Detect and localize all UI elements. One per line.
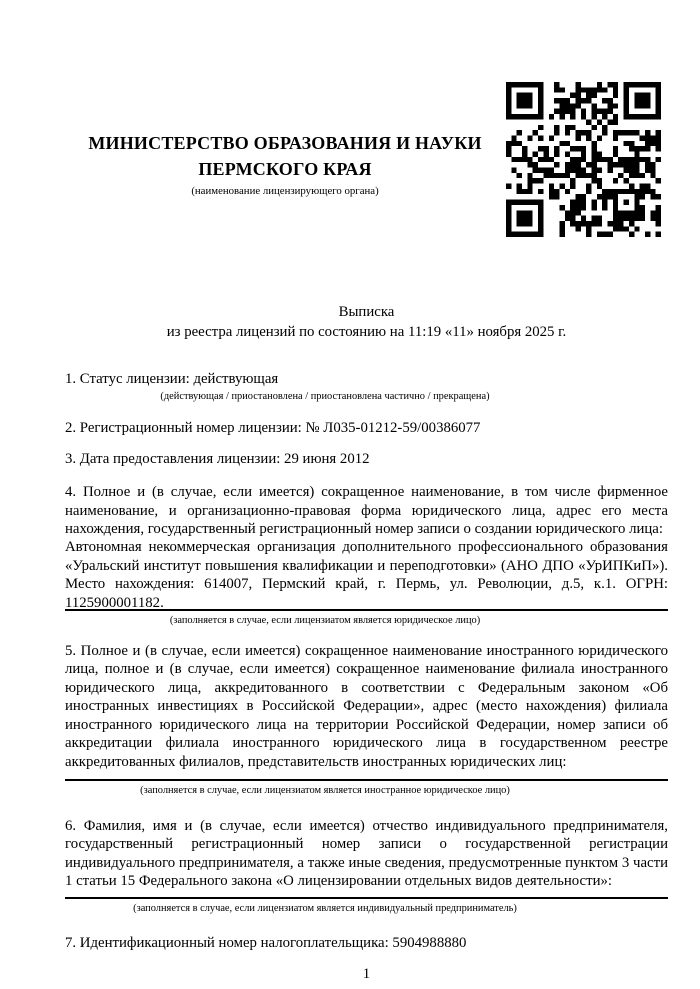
legal-entity-value: Автономная некоммерческая организация дополнительного профессионального образования «Уральский институт повышения квалификации и переподготовки» (АНО ДПО «УрИПКиП»). Место нахождения: 614007, Пермский край, г. Пермь, ул. Революции, д.5, к.1. ОГРН: 1125900001182. xyxy=(65,539,668,611)
document-body xyxy=(65,0,668,983)
taxpayer-id-text: 7. Идентификационный номер налогоплательщика: 5904988880 xyxy=(65,934,467,951)
individual-entrepreneur-rule xyxy=(65,897,668,899)
foreign-entity-label: 5. Полное и (в случае, если имеется) сокращенное наименование иностранного юридического лица, полное и (в случае, если имеется) сокращенное наименование филиала иностранного юридического лица, аккредитованного в соответствии с Федеральным законом «Об иностранных инвестициях в Российской Федерации», адрес (место нахождения) филиала иностранного юридического лица на территории Российской Федерации, номер записи об аккредитации филиала иностранного юридического лица в государственном реестре аккредитованных филиалов, представительств иностранных юридических лиц: xyxy=(65,643,668,770)
individual-entrepreneur-label: 6. Фамилия, имя и (в случае, если имеется) отчество индивидуального предпринимателя, государственный регистрационный номер записи о государственной регистрации индивидуального предпринимателя, а также иные сведения, предусмотренные пунктом 3 части 1 статьи 15 Федерального закона «О лицензировании отдельных видов деятельности»: xyxy=(65,817,668,890)
document-title-block xyxy=(65,302,668,342)
ministry-name: МИНИСТЕРСТВО ОБРАЗОВАНИЯ И НАУКИ ПЕРМСКОГО КРАЯ xyxy=(88,133,482,179)
document-subtitle: из реестра лицензий по состоянию на 11:19 «11» ноября 2025 г. xyxy=(166,324,567,340)
license-status-text: 1. Статус лицензии: действующая xyxy=(65,371,279,387)
legal-entity-label: 4. Полное и (в случае, если имеется) сокращенное наименование, в том числе фирменное наименование, и организационно-правовая форма юридического лица, адрес его места нахождения, государственный регистрационный номер записи о создании юридического лица: xyxy=(65,484,668,538)
license-grant-date: 3. Дата предоставления лицензии: 29 июня 2012 xyxy=(65,450,370,467)
license-registration-number: 2. Регистрационный номер лицензии: № Л035-01212-59/00386077 xyxy=(65,420,481,437)
document-title: Выписка xyxy=(338,304,395,320)
foreign-entity-rule xyxy=(65,779,668,781)
license-status-options-caption: (действующая / приостановлена / приостановлена частично / прекращена) xyxy=(160,391,490,403)
page-number: 1 xyxy=(362,965,371,982)
legal-entity-caption: (заполняется в случае, если лицензиатом является юридическое лицо) xyxy=(169,615,481,627)
licensing-authority-caption: (наименование лицензирующего органа) xyxy=(191,185,379,197)
foreign-entity-caption: (заполняется в случае, если лицензиатом является иностранное юридическое лицо) xyxy=(140,784,510,796)
individual-entrepreneur-caption: (заполняется в случае, если лицензиатом является индивидуальный предприниматель) xyxy=(133,902,517,914)
